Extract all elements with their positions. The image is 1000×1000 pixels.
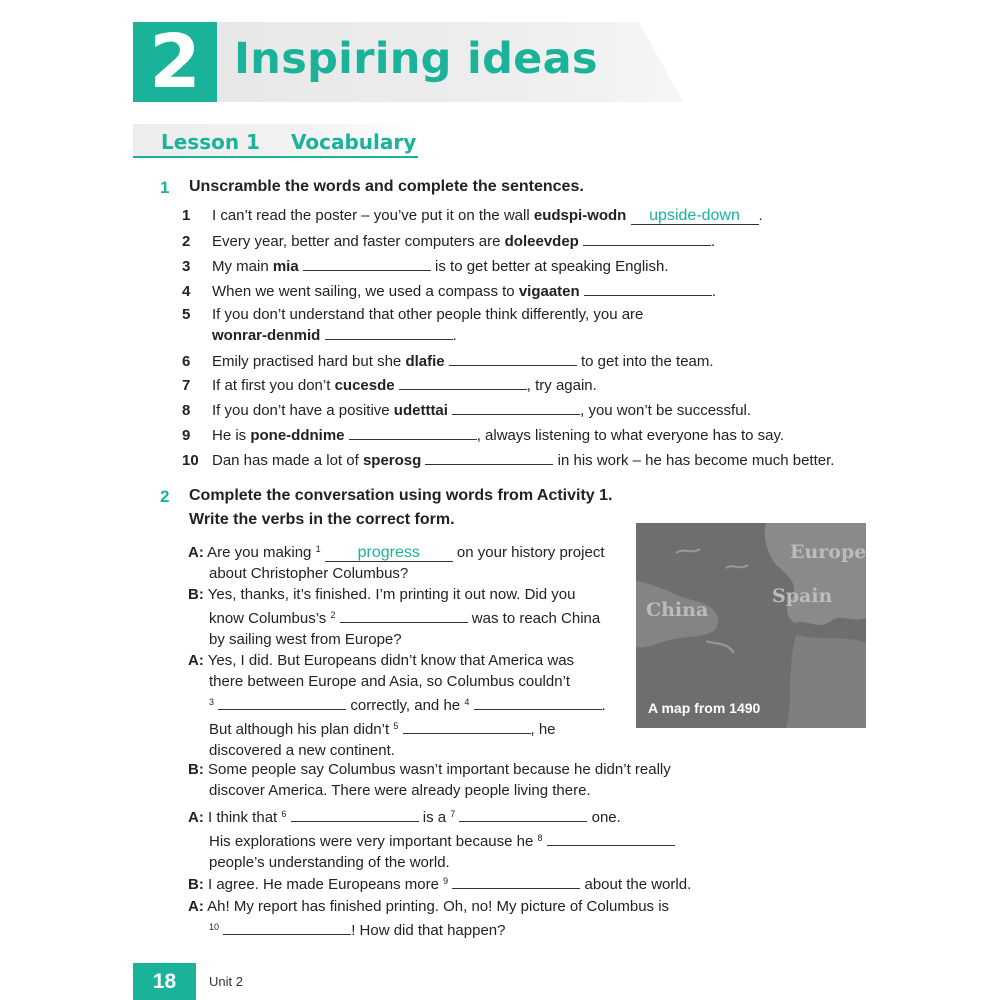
map-label-europe: Europe	[790, 541, 866, 563]
blank-number: 4	[464, 697, 470, 707]
page-number: 18	[133, 963, 196, 1000]
blank-number: 1	[315, 544, 321, 554]
map-image	[636, 523, 866, 728]
answer-blank[interactable]	[399, 375, 527, 390]
dialogue-text: there between Europe and Asia, so Columbus couldn’t	[209, 673, 571, 690]
dialogue-text: Yes, I did. But Europeans didn’t know that America was	[207, 652, 575, 669]
answer-blank-7[interactable]	[459, 807, 587, 822]
item-text: If you don’t understand that other people think differently, you are	[212, 306, 644, 323]
dialogue-text: was to reach China	[467, 610, 601, 627]
exercise-2-title-line1: Complete the conversation using words from Activity 1.	[189, 487, 613, 504]
scrambled-word: sperosg	[362, 452, 422, 469]
dialogue-text: about the world.	[580, 876, 692, 893]
item-text-end: to get into the team.	[576, 353, 714, 370]
dialogue-text: know Columbus’s	[209, 610, 331, 627]
exercise-1-item-1	[182, 206, 763, 226]
answer-blank-6[interactable]	[291, 807, 419, 822]
unit-number-badge: 2	[133, 22, 217, 102]
answer-blank[interactable]	[425, 450, 553, 465]
landmass-africa	[786, 635, 866, 728]
exercise-1-item-5	[182, 305, 643, 346]
item-text: I can’t read the poster – you’ve put it on the wall	[212, 207, 534, 224]
item-text: My main	[212, 258, 273, 275]
scrambled-word: eudspi-wodn	[533, 207, 627, 224]
answer-blank-8[interactable]	[547, 831, 675, 846]
scrambled-word: cucesde	[334, 377, 395, 394]
answer-blank[interactable]	[452, 400, 580, 415]
exercise-1-item-7	[182, 375, 597, 396]
dialogue-text: people’s understanding of the world.	[209, 854, 450, 871]
exercise-1-item-2	[182, 231, 715, 252]
item-text: If at first you don’t	[212, 377, 335, 394]
map-label-china: China	[646, 599, 709, 621]
exercise-1-item-6	[182, 351, 714, 372]
map-label-spain: Spain	[772, 585, 833, 607]
dialogue-line	[188, 716, 606, 740]
item-text-end: .	[758, 207, 763, 224]
item-number: 10	[182, 452, 199, 469]
item-number: 5	[182, 306, 191, 323]
exercise-1-number: 1	[160, 178, 170, 197]
answer-blank-4[interactable]	[474, 695, 602, 710]
blank-number: 2	[330, 610, 336, 620]
item-number: 6	[182, 353, 191, 370]
scrambled-word: wonrar-denmid	[212, 327, 321, 344]
exercise-2-title-line2: Write the verbs in the correct form.	[189, 511, 455, 528]
scrambled-word: vigaaten	[518, 283, 580, 300]
answer-blank-10[interactable]	[223, 920, 351, 935]
speaker-b: B:	[188, 586, 204, 603]
answer-blank[interactable]	[349, 425, 477, 440]
blank-number: 6	[281, 809, 287, 819]
speaker-a: A:	[188, 809, 204, 826]
dialogue-text: His explorations were very important because he	[209, 833, 538, 850]
dialogue-a2	[188, 650, 606, 761]
dialogue-text: I think that	[208, 809, 282, 826]
item-text-end: is to get better at speaking English.	[430, 258, 669, 275]
dialogue-text: discover America. There were already people living there.	[209, 782, 591, 799]
exercise-1-title: Unscramble the words and complete the sentences.	[189, 178, 584, 195]
dialogue-b3	[188, 871, 691, 895]
exercise-1-item-4	[182, 281, 716, 302]
unit-footer-label: Unit 2	[209, 974, 243, 989]
item-text-end: , always listening to what everyone has to say.	[476, 427, 785, 444]
dialogue-a1	[188, 539, 605, 584]
item-text: Emily practised hard but she	[212, 353, 406, 370]
item-text: When we went sailing, we used a compass to	[212, 283, 519, 300]
scrambled-word: pone-ddnime	[250, 427, 345, 444]
item-number: 9	[182, 427, 191, 444]
exercise-2-number: 2	[160, 487, 170, 506]
dialogue-text: Are you making	[207, 544, 316, 561]
dialogue-text: Ah! My report has finished printing. Oh, no! My picture of Columbus is	[207, 898, 670, 915]
answer-field-1[interactable]: progress	[325, 545, 453, 562]
item-text-end: , try again.	[526, 377, 597, 394]
speaker-a: A:	[188, 898, 204, 915]
item-text: Dan has made a lot of	[212, 452, 363, 469]
blank-number: 3	[209, 697, 215, 707]
dialogue-text: I agree. He made Europeans more	[208, 876, 444, 893]
dialogue-text: correctly, and he	[346, 697, 465, 714]
dialogue-b2	[188, 759, 671, 801]
answer-blank-9[interactable]	[452, 874, 580, 889]
item-number: 1	[182, 207, 191, 224]
item-text-end: .	[711, 283, 717, 300]
speaker-b: B:	[188, 876, 204, 893]
speaker-a: A:	[188, 544, 204, 561]
dialogue-text: by sailing west from Europe?	[209, 631, 402, 648]
dialogue-line	[188, 605, 600, 629]
dialogue-line	[188, 828, 675, 852]
blank-number: 9	[443, 876, 449, 886]
map-caption: A map from 1490	[648, 700, 761, 716]
scrambled-word: doleevdep	[504, 233, 579, 250]
answer-blank-5[interactable]	[403, 719, 531, 734]
dialogue-text: one.	[587, 809, 621, 826]
exercise-1-item-8	[182, 400, 751, 421]
dialogue-text: about Christopher Columbus?	[209, 565, 409, 582]
item-number: 7	[182, 377, 191, 394]
dialogue-a4	[188, 896, 669, 941]
scrambled-word: mia	[272, 258, 299, 275]
scrambled-word: dlafie	[405, 353, 445, 370]
answer-blank[interactable]	[584, 281, 712, 296]
item-text: Every year, better and faster computers are	[212, 233, 505, 250]
answer-blank-2[interactable]	[340, 608, 468, 623]
item-text-end: .	[452, 327, 457, 344]
scrambled-word: udetttai	[393, 402, 448, 419]
lesson-topic: Vocabulary	[291, 130, 417, 154]
dialogue-a3	[188, 804, 675, 873]
exercise-1-item-3	[182, 256, 669, 277]
dialogue-line	[188, 917, 669, 941]
dialogue-text: But although his plan didn’t	[209, 721, 394, 738]
answer-field[interactable]: upside-down	[631, 208, 759, 225]
dialogue-line	[188, 692, 606, 716]
unit-title: Inspiring ideas	[234, 34, 598, 84]
dialogue-text: Yes, thanks, it’s finished. I’m printing it out now. Did you	[207, 586, 576, 603]
item-text-end: in his work – he has become much better.	[553, 452, 835, 469]
dialogue-text: .	[601, 697, 606, 714]
blank-number: 10	[209, 922, 220, 932]
dialogue-text: is a	[418, 809, 451, 826]
dialogue-text: , he	[530, 721, 556, 738]
dialogue-text: ! How did that happen?	[351, 922, 506, 939]
item-number: 4	[182, 283, 191, 300]
dialogue-b1	[188, 584, 600, 650]
blank-number: 8	[537, 833, 543, 843]
speaker-a: A:	[188, 652, 204, 669]
item-text: If you don’t have a positive	[212, 402, 394, 419]
item-number: 2	[182, 233, 191, 250]
answer-blank[interactable]	[303, 256, 431, 271]
answer-blank[interactable]	[449, 351, 577, 366]
dialogue-text: on your history project	[452, 544, 605, 561]
speaker-b: B:	[188, 761, 204, 778]
item-number: 3	[182, 258, 191, 275]
answer-blank-3[interactable]	[218, 695, 346, 710]
dialogue-text: Some people say Columbus wasn’t important because he didn’t really	[208, 761, 671, 778]
exercise-1-item-10	[182, 450, 834, 471]
lesson-label: Lesson 1	[161, 130, 260, 154]
exercise-1-item-9	[182, 425, 784, 446]
item-text-end: .	[711, 233, 716, 250]
blank-number: 7	[450, 809, 456, 819]
answer-blank[interactable]	[583, 231, 711, 246]
item-number: 8	[182, 402, 191, 419]
item-text-end: , you won’t be successful.	[580, 402, 752, 419]
answer-blank[interactable]	[325, 325, 453, 340]
blank-number: 5	[393, 721, 399, 731]
dialogue-text: discovered a new continent.	[209, 742, 395, 759]
item-text: He is	[212, 427, 251, 444]
